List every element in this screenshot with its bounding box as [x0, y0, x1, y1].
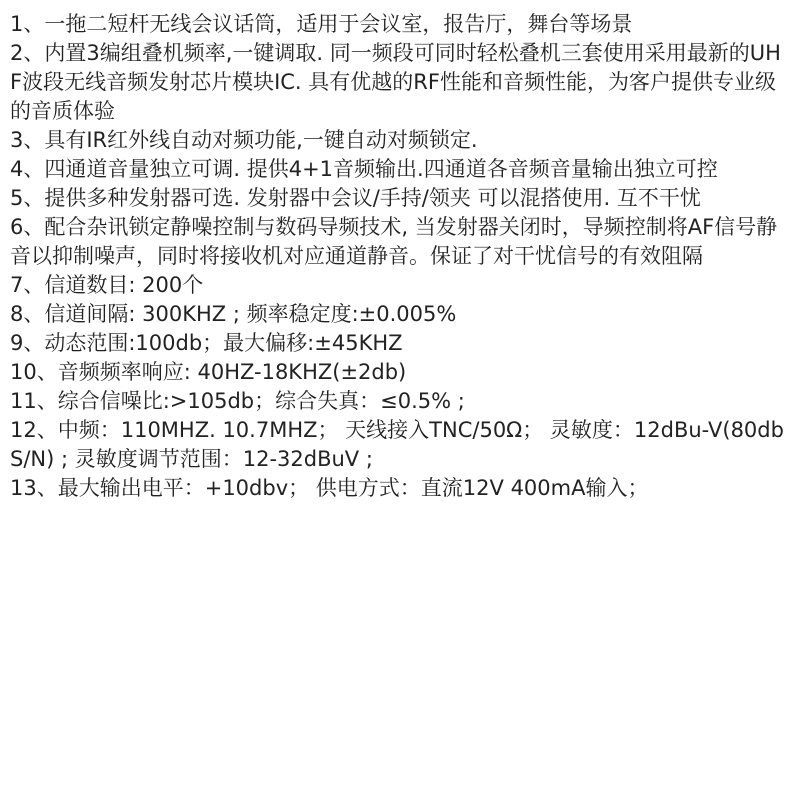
spec-item-12: 12、中频：110MHZ. 10.7MHZ； 天线接入TNC/50Ω； 灵敏度：12dBu-V(80db S/N) ; 灵敏度调节范围：12-32dBuV ;: [10, 418, 784, 471]
spec-item-9: 9、动态范围:100db；最大偏移:±45KHZ: [10, 331, 403, 355]
spec-item-3: 3、具有IR红外线自动对频功能,一键自动对频锁定.: [10, 128, 478, 152]
spec-item-10: 10、音频频率响应: 40HZ-18KHZ(±2db): [10, 360, 407, 384]
spec-item-5: 5、提供多种发射器可选. 发射器中会议/手持/领夹 可以混搭使用. 互不干忧: [10, 186, 701, 210]
spec-item-8: 8、信道间隔: 300KHZ ; 频率稳定度:±0.005%: [10, 302, 457, 326]
spec-list: [10, 10, 785, 503]
spec-item-11: 11、综合信噪比:>105db；综合失真：≤0.5% ;: [10, 389, 465, 413]
spec-item-4: 4、四通道音量独立可调. 提供4+1音频输出.四通道各音频音量输出独立可控: [10, 157, 718, 181]
spec-item-7: 7、信道数目: 200个: [10, 273, 204, 297]
spec-item-2: 2、内置3编组叠机频率,一键调取. 同一频段可同时轻松叠机三套使用采用最新的UHF波段无线音频发射芯片模块IC. 具有优越的RF性能和音频性能，为客户提供专业级的音质体验: [10, 41, 781, 123]
spec-item-6: 6、配合杂讯锁定静噪控制与数码导频技术, 当发射器关闭时，导频控制将AF信号静音以抑制噪声，同时将接收机对应通道静音。保证了对干忧信号的有效阻隔: [10, 215, 778, 268]
spec-item-1: 1、一拖二短杆无线会议话筒，适用于会议室，报告厅，舞台等场景: [10, 12, 633, 36]
spec-item-13: 13、最大输出电平：+10dbv； 供电方式：直流12V 400mA输入；: [10, 476, 649, 500]
